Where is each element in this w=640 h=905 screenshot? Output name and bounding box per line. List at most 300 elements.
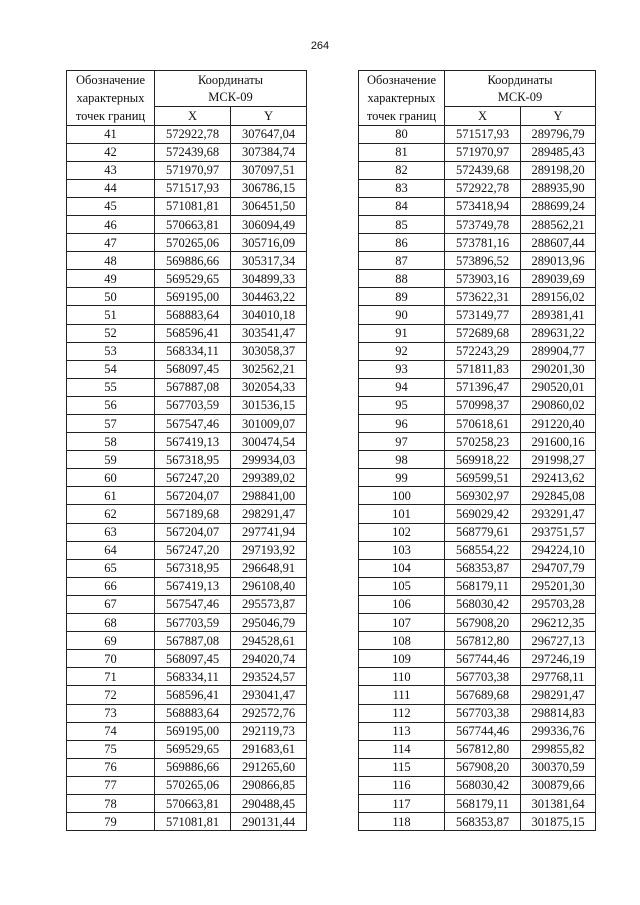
y-coordinate-cell: 290860,02 [521,396,596,414]
y-coordinate-cell: 295573,87 [231,595,307,613]
table-row [67,776,307,794]
x-coordinate-cell: 570663,81 [155,215,231,233]
x-coordinate-cell: 567908,20 [445,758,521,776]
table-row [67,794,307,812]
y-coordinate-cell: 294224,10 [521,541,596,559]
x-coordinate-cell: 572439,68 [445,161,521,179]
y-coordinate-cell: 305716,09 [231,234,307,252]
header-label-line2: характерных [67,89,155,107]
x-coordinate-cell: 571517,93 [155,179,231,197]
y-coordinate-cell: 290131,44 [231,813,307,831]
y-coordinate-cell: 290488,45 [231,794,307,812]
point-number-cell: 86 [359,234,445,252]
x-coordinate-cell: 571811,83 [445,360,521,378]
header-label-line1: Обозначение [67,71,155,89]
point-number-cell: 93 [359,360,445,378]
table-row [359,324,596,342]
table-row [359,650,596,668]
x-coordinate-cell: 567204,07 [155,487,231,505]
y-coordinate-cell: 297246,19 [521,650,596,668]
y-coordinate-cell: 289381,41 [521,306,596,324]
x-coordinate-cell: 573149,77 [445,306,521,324]
table-row [359,740,596,758]
header-coords-system: МСК-09 [155,89,307,107]
y-coordinate-cell: 293751,57 [521,523,596,541]
x-coordinate-cell: 572243,29 [445,342,521,360]
table-row [359,505,596,523]
y-coordinate-cell: 303058,37 [231,342,307,360]
table-row [359,722,596,740]
y-coordinate-cell: 301009,07 [231,415,307,433]
point-number-cell: 113 [359,722,445,740]
x-coordinate-cell: 569195,00 [155,722,231,740]
table-row [359,234,596,252]
point-number-cell: 67 [67,595,155,613]
y-coordinate-cell: 293291,47 [521,505,596,523]
x-coordinate-cell: 567547,46 [155,415,231,433]
x-coordinate-cell: 570265,06 [155,234,231,252]
table-row [67,541,307,559]
table-row [67,487,307,505]
table-row [359,559,596,577]
y-coordinate-cell: 299336,76 [521,722,596,740]
x-coordinate-cell: 568596,41 [155,686,231,704]
y-coordinate-cell: 307647,04 [231,125,307,143]
y-coordinate-cell: 297741,94 [231,523,307,541]
x-coordinate-cell: 573622,31 [445,288,521,306]
table-row [67,415,307,433]
point-number-cell: 45 [67,197,155,215]
point-number-cell: 42 [67,143,155,161]
x-coordinate-cell: 567419,13 [155,577,231,595]
coordinates-table-left [66,70,307,831]
point-number-cell: 72 [67,686,155,704]
x-coordinate-cell: 571970,97 [155,161,231,179]
point-number-cell: 80 [359,125,445,143]
table-row [359,487,596,505]
point-number-cell: 105 [359,577,445,595]
x-coordinate-cell: 567547,46 [155,595,231,613]
point-number-cell: 104 [359,559,445,577]
x-coordinate-cell: 568334,11 [155,668,231,686]
point-number-cell: 115 [359,758,445,776]
x-coordinate-cell: 570663,81 [155,794,231,812]
x-coordinate-cell: 569918,22 [445,451,521,469]
table-row [67,523,307,541]
header-label-line2: характерных [359,89,445,107]
point-number-cell: 76 [67,758,155,776]
y-coordinate-cell: 299389,02 [231,469,307,487]
y-coordinate-cell: 292572,76 [231,704,307,722]
x-coordinate-cell: 571081,81 [155,813,231,831]
x-coordinate-cell: 571970,97 [445,143,521,161]
point-number-cell: 61 [67,487,155,505]
y-coordinate-cell: 288607,44 [521,234,596,252]
y-coordinate-cell: 294020,74 [231,650,307,668]
point-number-cell: 77 [67,776,155,794]
x-coordinate-cell: 567812,80 [445,632,521,650]
y-coordinate-cell: 297193,92 [231,541,307,559]
x-coordinate-cell: 567703,38 [445,704,521,722]
x-coordinate-cell: 567887,08 [155,378,231,396]
table-body-left [67,71,307,831]
point-number-cell: 102 [359,523,445,541]
point-number-cell: 58 [67,433,155,451]
y-coordinate-cell: 291998,27 [521,451,596,469]
point-number-cell: 59 [67,451,155,469]
y-coordinate-cell: 289156,02 [521,288,596,306]
x-coordinate-cell: 573896,52 [445,252,521,270]
table-row [67,342,307,360]
y-coordinate-cell: 293041,47 [231,686,307,704]
x-coordinate-cell: 567318,95 [155,559,231,577]
x-coordinate-cell: 569302,97 [445,487,521,505]
x-coordinate-cell: 570258,23 [445,433,521,451]
y-coordinate-cell: 298291,47 [231,505,307,523]
header-coords-system: МСК-09 [445,89,596,107]
x-coordinate-cell: 568179,11 [445,577,521,595]
table-row [67,161,307,179]
table-row [359,794,596,812]
y-coordinate-cell: 292413,62 [521,469,596,487]
x-coordinate-cell: 568097,45 [155,650,231,668]
table-row [359,161,596,179]
point-number-cell: 78 [67,794,155,812]
table-row [359,469,596,487]
header-label-line1: Обозначение [359,71,445,89]
y-coordinate-cell: 300370,59 [521,758,596,776]
y-coordinate-cell: 288699,24 [521,197,596,215]
table-row [359,577,596,595]
y-coordinate-cell: 289631,22 [521,324,596,342]
y-coordinate-cell: 294707,79 [521,559,596,577]
x-coordinate-cell: 571517,93 [445,125,521,143]
y-coordinate-cell: 289198,20 [521,161,596,179]
point-number-cell: 96 [359,415,445,433]
point-number-cell: 84 [359,197,445,215]
y-coordinate-cell: 291265,60 [231,758,307,776]
table-row [67,614,307,632]
x-coordinate-cell: 568353,87 [445,813,521,831]
y-coordinate-cell: 290866,85 [231,776,307,794]
header-col-x: X [155,107,231,126]
header-label-line3: точек границ [359,107,445,126]
y-coordinate-cell: 295703,28 [521,595,596,613]
y-coordinate-cell: 292845,08 [521,487,596,505]
table-row [359,632,596,650]
x-coordinate-cell: 567189,68 [155,505,231,523]
point-number-cell: 107 [359,614,445,632]
header-label-line3: точек границ [67,107,155,126]
y-coordinate-cell: 289039,69 [521,270,596,288]
coordinates-table-right [358,70,596,831]
point-number-cell: 83 [359,179,445,197]
table-row [359,433,596,451]
point-number-cell: 114 [359,740,445,758]
y-coordinate-cell: 304010,18 [231,306,307,324]
y-coordinate-cell: 289013,96 [521,252,596,270]
table-row [67,197,307,215]
point-number-cell: 89 [359,288,445,306]
page-number: 264 [310,40,330,52]
point-number-cell: 106 [359,595,445,613]
table-row [67,324,307,342]
table-row [67,179,307,197]
table-row [67,505,307,523]
y-coordinate-cell: 299855,82 [521,740,596,758]
x-coordinate-cell: 568030,42 [445,595,521,613]
table-row [359,215,596,233]
table-row [359,143,596,161]
table-row [359,595,596,613]
y-coordinate-cell: 302054,33 [231,378,307,396]
y-coordinate-cell: 304899,33 [231,270,307,288]
header-col-x: X [445,107,521,126]
x-coordinate-cell: 567744,46 [445,650,521,668]
point-number-cell: 118 [359,813,445,831]
x-coordinate-cell: 569529,65 [155,740,231,758]
table-row [359,378,596,396]
x-coordinate-cell: 567703,38 [445,668,521,686]
point-number-cell: 87 [359,252,445,270]
x-coordinate-cell: 567419,13 [155,433,231,451]
point-number-cell: 56 [67,396,155,414]
y-coordinate-cell: 296212,35 [521,614,596,632]
x-coordinate-cell: 569886,66 [155,758,231,776]
table-row [67,378,307,396]
table-row [359,614,596,632]
x-coordinate-cell: 572922,78 [155,125,231,143]
point-number-cell: 95 [359,396,445,414]
point-number-cell: 110 [359,668,445,686]
y-coordinate-cell: 298291,47 [521,686,596,704]
point-number-cell: 53 [67,342,155,360]
x-coordinate-cell: 568179,11 [445,794,521,812]
table-row [67,252,307,270]
point-number-cell: 70 [67,650,155,668]
point-number-cell: 109 [359,650,445,668]
table-row [67,451,307,469]
x-coordinate-cell: 568779,61 [445,523,521,541]
table-row [67,740,307,758]
x-coordinate-cell: 568030,42 [445,776,521,794]
header-coords-title: Координаты [155,71,307,89]
table-row [359,179,596,197]
y-coordinate-cell: 293524,57 [231,668,307,686]
y-coordinate-cell: 289904,77 [521,342,596,360]
table-row [359,270,596,288]
point-number-cell: 52 [67,324,155,342]
y-coordinate-cell: 289796,79 [521,125,596,143]
x-coordinate-cell: 569529,65 [155,270,231,288]
y-coordinate-cell: 289485,43 [521,143,596,161]
x-coordinate-cell: 573781,16 [445,234,521,252]
point-number-cell: 63 [67,523,155,541]
x-coordinate-cell: 569599,51 [445,469,521,487]
table-row [67,469,307,487]
table-row [67,758,307,776]
x-coordinate-cell: 572439,68 [155,143,231,161]
x-coordinate-cell: 567247,20 [155,469,231,487]
table-row [359,396,596,414]
x-coordinate-cell: 569886,66 [155,252,231,270]
y-coordinate-cell: 288935,90 [521,179,596,197]
table-row [359,776,596,794]
y-coordinate-cell: 295201,30 [521,577,596,595]
point-number-cell: 48 [67,252,155,270]
table-row [67,270,307,288]
table-row [359,306,596,324]
y-coordinate-cell: 301536,15 [231,396,307,414]
x-coordinate-cell: 568554,22 [445,541,521,559]
y-coordinate-cell: 295046,79 [231,614,307,632]
point-number-cell: 99 [359,469,445,487]
y-coordinate-cell: 296108,40 [231,577,307,595]
table-row [359,686,596,704]
point-number-cell: 91 [359,324,445,342]
header-coords-title: Координаты [445,71,596,89]
x-coordinate-cell: 571396,47 [445,378,521,396]
point-number-cell: 98 [359,451,445,469]
point-number-cell: 116 [359,776,445,794]
x-coordinate-cell: 572922,78 [445,179,521,197]
table-row [67,686,307,704]
y-coordinate-cell: 290520,01 [521,378,596,396]
header-col-y: Y [231,107,307,126]
y-coordinate-cell: 303541,47 [231,324,307,342]
x-coordinate-cell: 573749,78 [445,215,521,233]
x-coordinate-cell: 567812,80 [445,740,521,758]
x-coordinate-cell: 568353,87 [445,559,521,577]
y-coordinate-cell: 305317,34 [231,252,307,270]
x-coordinate-cell: 568883,64 [155,704,231,722]
table-row [359,704,596,722]
point-number-cell: 60 [67,469,155,487]
table-row [67,722,307,740]
y-coordinate-cell: 296727,13 [521,632,596,650]
point-number-cell: 47 [67,234,155,252]
y-coordinate-cell: 301381,64 [521,794,596,812]
y-coordinate-cell: 291600,16 [521,433,596,451]
x-coordinate-cell: 568883,64 [155,306,231,324]
point-number-cell: 46 [67,215,155,233]
table-row [359,541,596,559]
y-coordinate-cell: 298814,83 [521,704,596,722]
point-number-cell: 101 [359,505,445,523]
x-coordinate-cell: 571081,81 [155,197,231,215]
point-number-cell: 55 [67,378,155,396]
table-row [359,288,596,306]
table-row [359,197,596,215]
x-coordinate-cell: 567689,68 [445,686,521,704]
point-number-cell: 100 [359,487,445,505]
x-coordinate-cell: 567703,59 [155,396,231,414]
y-coordinate-cell: 307384,74 [231,143,307,161]
point-number-cell: 81 [359,143,445,161]
y-coordinate-cell: 301875,15 [521,813,596,831]
point-number-cell: 64 [67,541,155,559]
point-number-cell: 51 [67,306,155,324]
y-coordinate-cell: 297768,11 [521,668,596,686]
table-row [359,415,596,433]
table-row [359,668,596,686]
point-number-cell: 79 [67,813,155,831]
table-row [359,360,596,378]
x-coordinate-cell: 573903,16 [445,270,521,288]
y-coordinate-cell: 302562,21 [231,360,307,378]
y-coordinate-cell: 296648,91 [231,559,307,577]
point-number-cell: 68 [67,614,155,632]
header-col-y: Y [521,107,596,126]
x-coordinate-cell: 570618,61 [445,415,521,433]
x-coordinate-cell: 568334,11 [155,342,231,360]
table-row [67,288,307,306]
point-number-cell: 112 [359,704,445,722]
y-coordinate-cell: 299934,03 [231,451,307,469]
point-number-cell: 69 [67,632,155,650]
table-row [67,306,307,324]
point-number-cell: 74 [67,722,155,740]
x-coordinate-cell: 567318,95 [155,451,231,469]
x-coordinate-cell: 567204,07 [155,523,231,541]
y-coordinate-cell: 306786,15 [231,179,307,197]
x-coordinate-cell: 570265,06 [155,776,231,794]
point-number-cell: 75 [67,740,155,758]
table-row [359,813,596,831]
table-row [67,632,307,650]
table-row [67,433,307,451]
point-number-cell: 73 [67,704,155,722]
point-number-cell: 43 [67,161,155,179]
table-row [359,758,596,776]
point-number-cell: 88 [359,270,445,288]
y-coordinate-cell: 300879,66 [521,776,596,794]
table-row [67,650,307,668]
x-coordinate-cell: 573418,94 [445,197,521,215]
table-row [359,451,596,469]
y-coordinate-cell: 291220,40 [521,415,596,433]
x-coordinate-cell: 567703,59 [155,614,231,632]
table-body-right [359,71,596,831]
table-row [359,523,596,541]
point-number-cell: 71 [67,668,155,686]
table-row [67,813,307,831]
table-row [67,143,307,161]
table-row [67,577,307,595]
table-row [67,595,307,613]
point-number-cell: 108 [359,632,445,650]
point-number-cell: 92 [359,342,445,360]
table-row [359,125,596,143]
point-number-cell: 82 [359,161,445,179]
point-number-cell: 117 [359,794,445,812]
x-coordinate-cell: 567908,20 [445,614,521,632]
table-row [67,215,307,233]
x-coordinate-cell: 567744,46 [445,722,521,740]
point-number-cell: 44 [67,179,155,197]
table-row [67,234,307,252]
point-number-cell: 57 [67,415,155,433]
point-number-cell: 41 [67,125,155,143]
x-coordinate-cell: 567247,20 [155,541,231,559]
point-number-cell: 90 [359,306,445,324]
table-row [67,559,307,577]
x-coordinate-cell: 569029,42 [445,505,521,523]
point-number-cell: 49 [67,270,155,288]
y-coordinate-cell: 292119,73 [231,722,307,740]
point-number-cell: 54 [67,360,155,378]
table-row [359,342,596,360]
